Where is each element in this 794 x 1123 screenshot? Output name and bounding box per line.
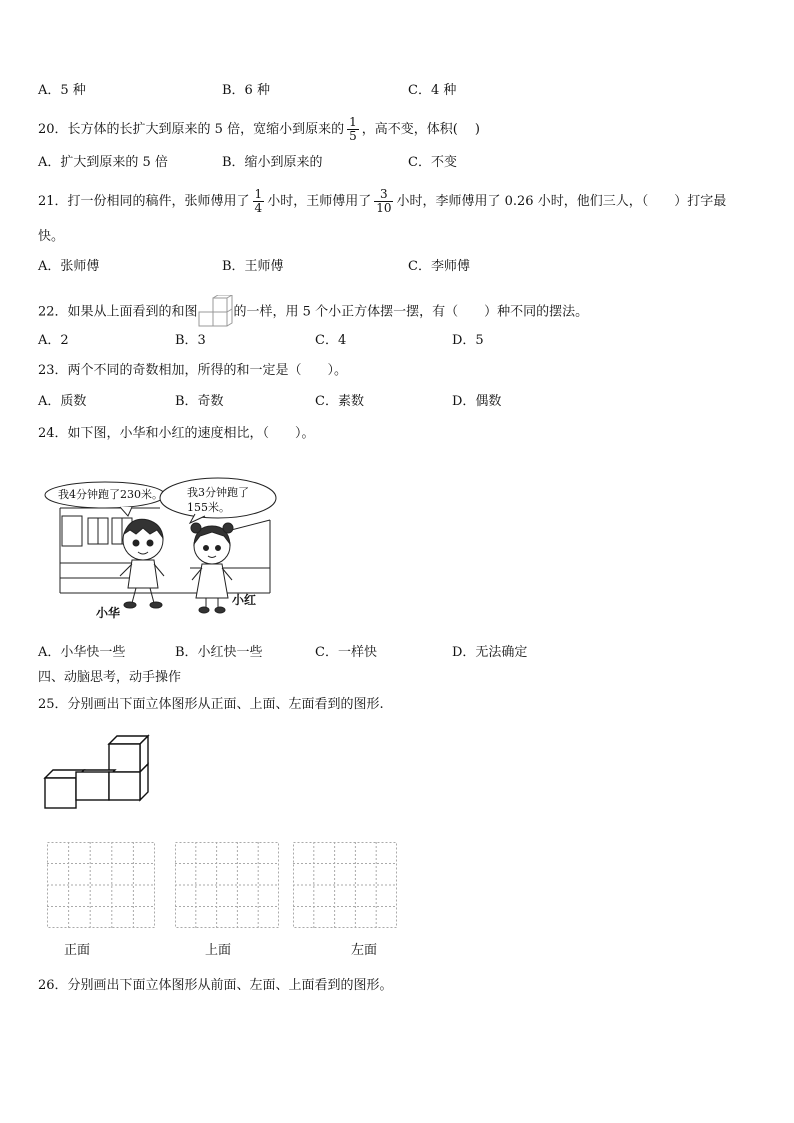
q21-fraction-2: $\frac{3}{10}$ (376, 187, 392, 215)
q20-fraction: $\frac{1}{5}$ (349, 115, 357, 143)
q23-option-a[interactable]: A．质数 (38, 394, 87, 409)
top-view-squares-icon (198, 295, 234, 329)
q20-text-before: 20．长方体的长扩大到原来的 5 倍，宽缩小到原来的 (38, 122, 345, 137)
xiaohong-label: 小红 (232, 593, 257, 607)
q20-option-a[interactable]: A．扩大到原来的 5 倍 (38, 155, 168, 170)
q23-option-d[interactable]: D．偶数 (452, 394, 502, 409)
section-heading: 四、动脑思考，动手操作 (38, 670, 182, 685)
q19-option-b[interactable]: B．6 种 (222, 83, 270, 98)
q20-question (38, 116, 480, 143)
xiaohua-label: 小华 (96, 606, 121, 620)
q21-text-continued: 快。 (38, 229, 65, 244)
q19-option-a[interactable]: A．5 种 (38, 83, 86, 98)
q22-option-d[interactable]: D．5 (452, 333, 484, 348)
xiaohong-speech-line1: 我3分钟跑了 (187, 486, 249, 499)
q21-fraction-1: $\frac{1}{4}$ (254, 187, 263, 215)
q22-option-c[interactable]: C．4 (315, 333, 347, 348)
q21-text-2: 小时，王师傅用了 (267, 194, 372, 209)
q23-option-b[interactable]: B．奇数 (175, 394, 224, 409)
q22-option-a[interactable]: A．2 (38, 333, 69, 348)
q24-option-d[interactable]: D．无法确定 (452, 645, 528, 660)
q21-text-1: 21．打一份相同的稿件，张师傅用了 (38, 194, 250, 209)
left-view-caption: 左面 (351, 943, 378, 958)
q21-option-b[interactable]: B．王师傅 (222, 259, 284, 274)
q22-question (38, 295, 588, 329)
q20-option-c[interactable]: C．不变 (408, 155, 457, 170)
q24-question: 24．如下图，小华和小红的速度相比，（ ）。 (38, 426, 315, 441)
xiaohua-speech: 我4分钟跑了230米。 (58, 488, 163, 501)
top-view-grid[interactable] (175, 842, 279, 928)
cube-stack-figure (40, 732, 155, 814)
top-view-caption: 上面 (205, 943, 232, 958)
q23-option-c[interactable]: C．素数 (315, 394, 364, 409)
q24-option-a[interactable]: A．小华快一些 (38, 645, 126, 660)
q22-option-b[interactable]: B．3 (175, 333, 206, 348)
q19-option-c[interactable]: C．4 种 (408, 83, 457, 98)
q24-option-c[interactable]: C．一样快 (315, 645, 377, 660)
q26-question: 26．分别画出下面立体图形从前面、左面、上面看到的图形。 (38, 978, 393, 993)
q21-option-a[interactable]: A．张师傅 (38, 259, 100, 274)
q20-option-b[interactable]: B．缩小到原来的 (222, 155, 323, 170)
q22-text-1: 22．如果从上面看到的和图 (38, 304, 198, 320)
q24-option-b[interactable]: B．小红快一些 (175, 645, 263, 660)
front-view-grid[interactable] (47, 842, 155, 928)
q25-question: 25．分别画出下面立体图形从正面、上面、左面看到的图形. (38, 697, 384, 712)
q23-question: 23．两个不同的奇数相加，所得的和一定是（ ）。 (38, 363, 348, 378)
front-view-caption: 正面 (64, 943, 91, 958)
q22-text-2: 的一样，用 5 个小正方体摆一摆，有（ ）种不同的摆法。 (233, 304, 589, 320)
left-view-grid[interactable] (293, 842, 397, 928)
q21-question (38, 188, 726, 215)
q21-text-3: 小时，李师傅用了 0.26 小时，他们三人，（ ）打字最 (396, 194, 727, 209)
xiaohong-speech-line2: 155米。 (187, 501, 230, 514)
q20-text-after: ，高不变，体积( ) (361, 122, 480, 137)
q21-option-c[interactable]: C．李师傅 (408, 259, 470, 274)
